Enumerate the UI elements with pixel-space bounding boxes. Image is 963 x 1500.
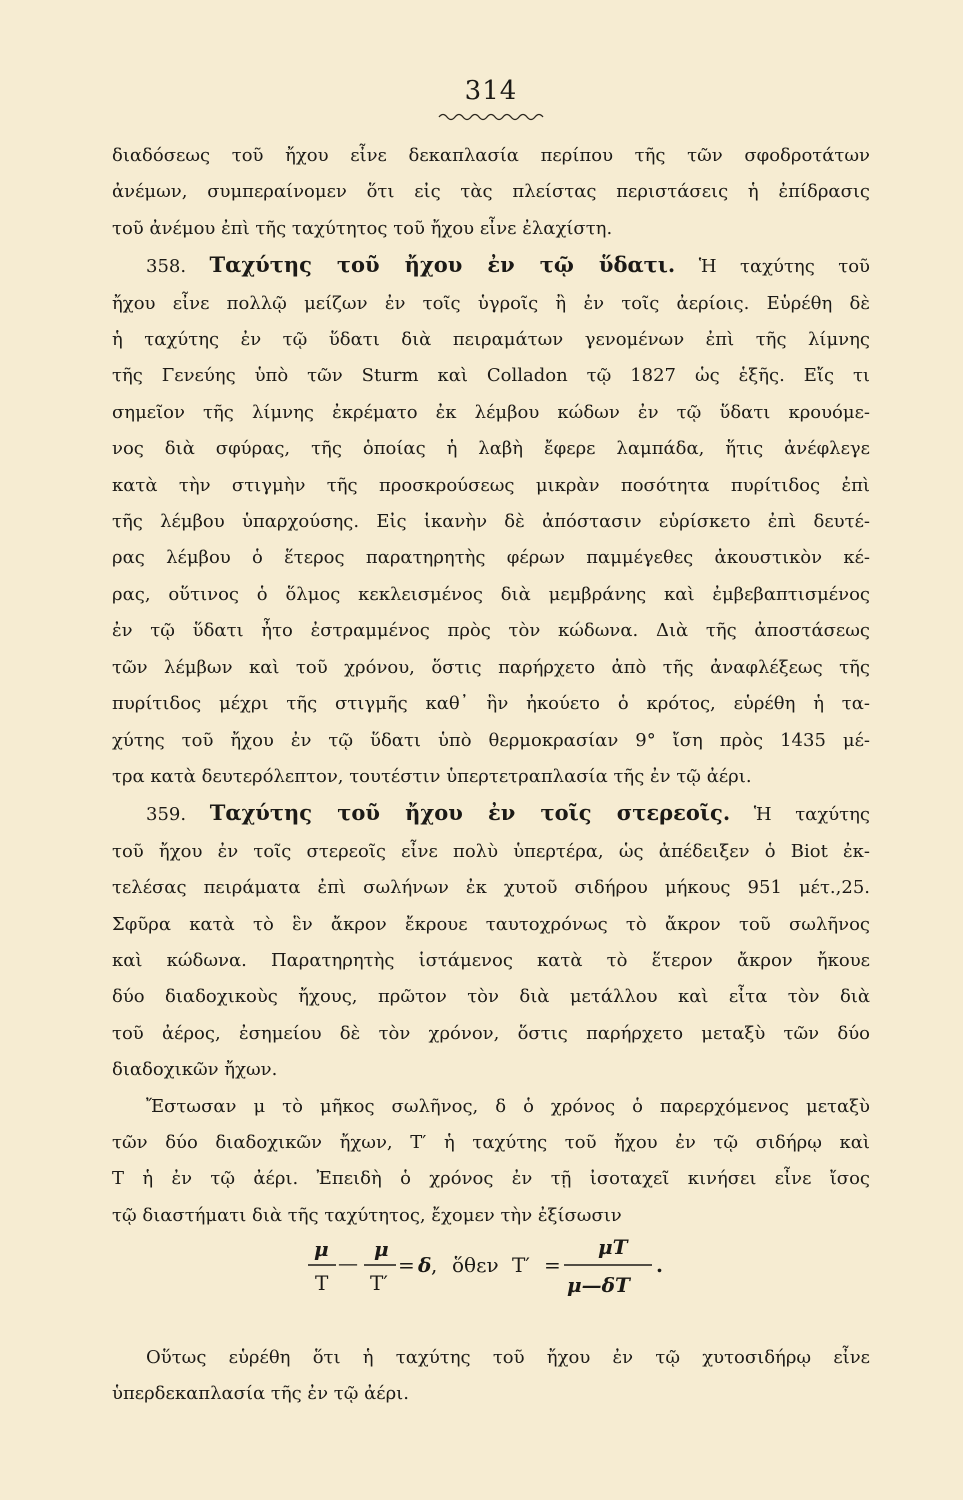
- minus-sign: —: [338, 1251, 358, 1275]
- section-number: 358.: [146, 256, 187, 278]
- result-denominator: μ—δT: [567, 1273, 630, 1297]
- text-line: τῆς Γενεύης ὑπὸ τῶν Sturm καὶ Colladon τῷ 1827 ὡς ἑξῆς. Εἴς τι: [112, 365, 870, 387]
- text-line: [112, 1089, 870, 1125]
- text-line: καὶ κώδωνα. Παρατηρητὴς ἱστάμενος κατὰ τὸ ἕτερον ἄκρον ἤκουε: [112, 949, 870, 971]
- hothen-word: ὅθεν: [452, 1253, 499, 1277]
- result-numerator: μT: [598, 1235, 628, 1259]
- text-line: σημεῖον τῆς λίμνης ἐκρέματο ἐκ λέμβου κώδων ἐν τῷ ὕδατι κρουόμε-: [112, 401, 870, 423]
- text-line: διαδοχικῶν ἤχων.: [112, 1059, 278, 1081]
- page-number: 314: [464, 76, 518, 106]
- section-number: 359.: [146, 804, 187, 826]
- section-359-first-line: [112, 795, 870, 833]
- denominator-T: T: [315, 1271, 329, 1295]
- text-span: Ἡ ταχύτης τοῦ: [698, 256, 870, 278]
- main-text: [112, 138, 870, 1234]
- book-page: [112, 0, 870, 1500]
- comma: ,: [431, 1253, 438, 1277]
- text-span: Ἔστωσαν μ τὸ μῆκος σωλῆνος, δ ὁ χρόνος ὁ παρερχόμενος μεταξὺ: [146, 1095, 870, 1117]
- section-heading: Ταχύτης τοῦ ἤχου ἐν τοῖς στερεοῖς.: [209, 800, 731, 826]
- text-line: τῷ διαστήματι διὰ τῆς ταχύτητος, ἔχομεν τὴν ἐξίσωσιν: [112, 1204, 622, 1226]
- section-heading: Ταχύτης τοῦ ἤχου ἐν τῷ ὕδατι.: [209, 252, 676, 278]
- text-span: Ἡ ταχύτης: [753, 804, 870, 826]
- text-line: τοῦ ἀνέμου ἐπὶ τῆς ταχύτητος τοῦ ἤχου εἶνε ἐλαχίστη.: [112, 217, 613, 239]
- text-line: τῆς λέμβου ὑπαρχούσης. Εἰς ἱκανὴν δὲ ἀπόστασιν εὑρίσκετο ἐπὶ δευτέ-: [112, 511, 870, 533]
- text-line: τοῦ ἀέρος, ἐσημείου δὲ τὸν χρόνον, ὅστις παρήρχετο μεταξὺ τῶν δύο: [112, 1022, 870, 1044]
- text-line: ἀνέμων, συμπεραίνομεν ὅτι εἰς τὰς πλείστας περιστάσεις ἡ ἐπίδρασις: [112, 181, 870, 203]
- text-line: ρας, οὕτινος ὁ ὅλμος κεκλεισμένος διὰ μεμβράνης καὶ ἐμβεβαπτισμένος: [112, 583, 870, 605]
- text-line: πυρίτιδος μέχρι τῆς στιγμῆς καθ᾽ ἣν ἠκούετο ὁ κρότος, εὑρέθη ἡ τα-: [112, 693, 870, 715]
- denominator-T-prime: T′: [370, 1271, 388, 1295]
- numerator-mu: μ: [374, 1237, 389, 1261]
- numerator-mu: μ: [314, 1237, 329, 1261]
- text-line: τῶν δύο διαδοχικῶν ἤχων, T′ ἡ ταχύτης τοῦ ἤχου ἐν τῷ σιδήρῳ καὶ: [112, 1131, 870, 1153]
- text-span: Οὕτως εὑρέθη ὅτι ἡ ταχύτης τοῦ ἤχου ἐν τῷ χυτοσιδήρῳ εἶνε: [146, 1347, 870, 1368]
- text-line: ἤχου εἶνε πολλῷ μείζων ἐν τοῖς ὑγροῖς ἢ ἐν τοῖς ἀερίοις. Εὑρέθη δὲ: [112, 292, 870, 314]
- text-line: T ἡ ἐν τῷ ἀέρι. Ἐπειδὴ ὁ χρόνος ἐν τῇ ἰσοταχεῖ κινήσει εἶνε ἴσος: [112, 1168, 870, 1190]
- text-line: [112, 1340, 870, 1376]
- equation: [112, 1232, 870, 1302]
- text-line: ἡ ταχύτης ἐν τῷ ὕδατι διὰ πειραμάτων γενομένων ἐπὶ τῆς λίμνης: [112, 329, 870, 351]
- equals-sign: =: [544, 1253, 561, 1277]
- text-line: τοῦ ἤχου ἐν τοῖς στερεοῖς εἶνε πολὺ ὑπερτέρα, ὡς ἀπέδειξεν ὁ Biot ἐκ-: [112, 840, 870, 862]
- text-line: κατὰ τὴν στιγμὴν τῆς προσκρούσεως μικρὰν ποσότητα πυρίτιδος ἐπὶ: [112, 474, 870, 496]
- wavy-ornament-divider: [437, 110, 547, 124]
- text-line: τελέσας πειράματα ἐπὶ σωλήνων ἐκ χυτοῦ σιδήρου μήκους 951 μέτ.,25.: [112, 877, 870, 899]
- text-line: δύο διαδοχικοὺς ἤχους, πρῶτον τὸν διὰ μετάλλου καὶ εἶτα τὸν διὰ: [112, 986, 870, 1008]
- period: .: [656, 1253, 663, 1277]
- closing-paragraph: [112, 1340, 870, 1413]
- text-line: τρα κατὰ δευτερόλεπτον, τουτέστιν ὑπερτετραπλασία τῆς ἐν τῷ ἀέρι.: [112, 765, 752, 787]
- text-line: νος διὰ σφύρας, τῆς ὁποίας ἡ λαβὴ ἔφερε λαμπάδα, ἥτις ἀνέφλεγε: [112, 438, 870, 460]
- text-line: τῶν λέμβων καὶ τοῦ χρόνου, ὅστις παρήρχετο ἀπὸ τῆς ἀναφλέξεως τῆς: [112, 656, 870, 678]
- delta-symbol: δ: [418, 1253, 432, 1277]
- text-line: ρας λέμβου ὁ ἕτερος παρατηρητὴς φέρων παμμέγεθες ἀκουστικὸν κέ-: [112, 547, 870, 569]
- text-line: χύτης τοῦ ἤχου ἐν τῷ ὕδατι ὑπὸ θερμοκρασίαν 9° ἴση πρὸς 1435 μέ-: [112, 729, 870, 751]
- text-line: Σφῦρα κατὰ τὸ ἓν ἄκρον ἔκρουε ταυτοχρόνως τὸ ἄκρον τοῦ σωλῆνος: [112, 913, 870, 935]
- text-line: ἐν τῷ ὕδατι ἦτο ἐστραμμένος πρὸς τὸν κώδωνα. Διὰ τῆς ἀποστάσεως: [112, 620, 870, 642]
- T-prime-result: T′: [512, 1253, 530, 1277]
- text-line: ὑπερδεκαπλασία τῆς ἐν τῷ ἀέρι.: [112, 1383, 409, 1405]
- section-358-first-line: [112, 247, 870, 285]
- equals-sign: =: [398, 1253, 415, 1277]
- text-line: διαδόσεως τοῦ ἤχου εἶνε δεκαπλασία περίπου τῆς τῶν σφοδροτάτων: [112, 145, 870, 166]
